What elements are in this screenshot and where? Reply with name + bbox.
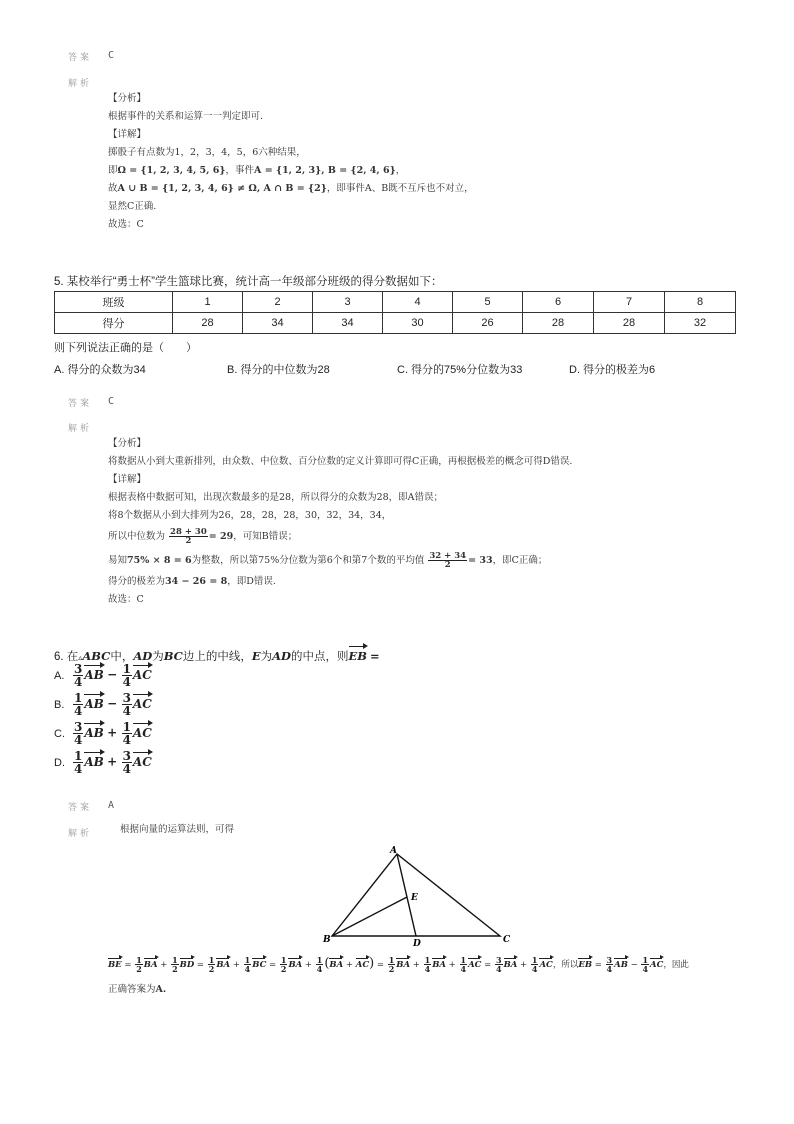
detail-line: 根据表格中数据可知，出现次数最多的是28，所以得分的众数为28，即A错误； <box>108 492 444 503</box>
table-cell: 32 <box>665 313 736 334</box>
denominator: 2 <box>185 536 192 546</box>
math-set-a: A = {1, 2, 3} <box>254 165 322 176</box>
numerator: 1 <box>74 691 83 705</box>
analysis-tag: 解析 <box>68 829 93 839</box>
numerator: 3 <box>74 662 83 676</box>
operator: + <box>107 754 118 769</box>
table-cell: 2 <box>243 292 313 313</box>
analysis-block-q4 <box>108 90 474 234</box>
conclusion-line: 故选：C <box>108 219 144 230</box>
vector-eb: EB <box>349 645 368 663</box>
answer-tag: 答案 <box>68 399 93 409</box>
coefficient <box>122 750 132 775</box>
option-a[interactable] <box>54 663 152 688</box>
option-d[interactable]: D. 得分的极差为6 <box>569 364 656 376</box>
option-b[interactable] <box>54 692 152 717</box>
table-row-score <box>55 313 736 334</box>
math-ad: AD <box>272 649 291 663</box>
math-range: 34 − 26 = 8 <box>165 576 228 587</box>
text: ，事件 <box>225 165 255 176</box>
table-row-class <box>55 292 736 313</box>
table-cell: 3 <box>313 292 383 313</box>
point-label-d: D <box>413 939 421 949</box>
point-label-e: E <box>411 893 418 903</box>
coefficient <box>73 692 83 717</box>
denominator: 4 <box>74 733 83 747</box>
numerator: 1 <box>122 662 131 676</box>
text: ，即D错误. <box>227 576 276 587</box>
denominator: 4 <box>122 762 131 776</box>
option-label: A. <box>54 669 65 682</box>
math-abc: ABC <box>82 649 111 663</box>
text: ，可知B错误； <box>233 531 298 542</box>
table-cell: 1 <box>173 292 243 313</box>
equals-sign: = <box>370 649 380 663</box>
detail-line <box>108 180 474 198</box>
text: 为 <box>260 651 273 663</box>
table-cell: 34 <box>313 313 383 334</box>
text: ，即事件A、B既不互斥也不对立， <box>326 183 474 194</box>
math-set-b: , B = {2, 4, 6} <box>321 165 396 176</box>
vertex-label-c: C <box>503 935 511 945</box>
option-label: B. <box>54 698 65 711</box>
option-label: C. <box>54 727 65 740</box>
text: 6. 在 <box>54 651 79 663</box>
answer-value: A <box>108 800 115 811</box>
median-fraction <box>169 528 208 546</box>
numerator: 1 <box>122 720 131 734</box>
answer-tag: 答案 <box>68 803 93 813</box>
score-table <box>54 291 736 334</box>
denominator: 4 <box>74 762 83 776</box>
numerator: 3 <box>122 691 131 705</box>
detail-line <box>108 162 474 180</box>
option-c[interactable]: C. 得分的75%分位数为33 <box>397 364 523 376</box>
fenxi-heading: 【分析】 <box>108 438 147 449</box>
denominator: 4 <box>74 675 83 689</box>
math-bc: BC <box>163 649 183 663</box>
table-cell: 28 <box>594 313 665 334</box>
answer-value: C <box>108 396 115 407</box>
math-ad: AD <box>133 649 153 663</box>
text: ， <box>395 165 406 176</box>
table-cell: 34 <box>243 313 313 334</box>
detail-line <box>108 525 572 549</box>
option-a[interactable]: A. 得分的众数为34 <box>54 364 146 376</box>
fenxi-text: 将数据从小到大重新排列，由众数、中位数、百分位数的定义计算即可得C正确，再根据极差的概念可得D错误. <box>108 456 573 467</box>
final-answer-line <box>108 981 166 999</box>
text: 正确答案为 <box>108 984 156 995</box>
coefficient <box>122 663 132 688</box>
operator: − <box>107 667 118 682</box>
text: 易知 <box>108 555 128 566</box>
denominator: 4 <box>122 675 131 689</box>
text: ，所以 <box>552 960 579 970</box>
option-label: D. <box>54 756 65 769</box>
option-c[interactable] <box>54 721 152 746</box>
vector-ac: AC <box>133 664 152 682</box>
table-cell: 4 <box>383 292 453 313</box>
numerator: 28 + 30 <box>170 526 207 537</box>
coefficient <box>122 721 132 746</box>
denominator: 4 <box>122 704 131 718</box>
coefficient <box>73 663 83 688</box>
coefficient <box>73 721 83 746</box>
table-cell: 26 <box>453 313 523 334</box>
option-b[interactable]: B. 得分的中位数为28 <box>227 364 330 376</box>
answer-value: C <box>108 50 115 61</box>
vector-ac: AC <box>133 751 152 769</box>
vector-ac: AC <box>133 722 152 740</box>
analysis-tag: 解析 <box>68 79 93 89</box>
xiangjie-heading: 【详解】 <box>108 474 147 485</box>
vector-ac: AC <box>133 693 152 711</box>
table-cell: 5 <box>453 292 523 313</box>
triangle-symbol: ▵ <box>78 653 83 662</box>
detail-line <box>108 573 572 591</box>
detail-line: 掷骰子有点数为1，2，3，4，5，6六种结果， <box>108 147 306 158</box>
operator: − <box>107 696 118 711</box>
numerator: 1 <box>74 749 83 763</box>
question-5-prompt: 则下列说法正确的是（ ） <box>54 342 197 354</box>
table-cell: 6 <box>523 292 594 313</box>
row-header: 班级 <box>55 292 173 313</box>
vertex-label-a: A <box>390 846 397 856</box>
analysis-block-q5 <box>108 435 572 609</box>
vector-ab: AB <box>84 664 103 682</box>
text: 得分的极差为 <box>108 576 166 587</box>
triangle-figure <box>320 842 520 950</box>
vector-ab: AB <box>84 751 103 769</box>
denominator: 4 <box>74 704 83 718</box>
segment-be <box>332 897 407 936</box>
table-cell: 7 <box>594 292 665 313</box>
math-product: 75% × 8 = 6 <box>127 555 192 566</box>
analysis-tag: 解析 <box>68 424 93 434</box>
text: 边上的中线， <box>182 651 252 663</box>
vertex-label-b: B <box>323 935 331 945</box>
text: 即 <box>108 165 118 176</box>
math-omega: Ω = {1, 2, 3, 4, 5, 6} <box>117 165 226 176</box>
detail-line: 显然C正确. <box>108 201 157 212</box>
conclusion-line: 故选：C <box>108 594 144 605</box>
table-cell: 28 <box>523 313 594 334</box>
question-5-stem: 5. 某校举行“勇士杯”学生篮球比赛，统计高一年级部分班级的得分数据如下： <box>54 276 443 288</box>
coefficient <box>122 692 132 717</box>
table-cell: 8 <box>665 292 736 313</box>
percentile-fraction <box>428 552 467 570</box>
table-cell: 28 <box>173 313 243 334</box>
numerator: 3 <box>74 720 83 734</box>
text: ，因此 <box>663 960 689 970</box>
vector-ab: AB <box>84 693 103 711</box>
text: 故 <box>108 183 118 194</box>
analysis-text: 根据向量的运算法则，可得 <box>120 824 235 835</box>
fenxi-text: 根据事件的关系和运算一一判定即可. <box>108 111 264 122</box>
denominator: 4 <box>122 733 131 747</box>
table-cell: 30 <box>383 313 453 334</box>
detail-line: 将8个数据从小到大排列为26，28，28，28，30，32，34，34， <box>108 510 392 521</box>
row-header: 得分 <box>55 313 173 334</box>
math-e: E <box>251 649 261 663</box>
detail-line <box>108 549 572 573</box>
xiangjie-heading: 【详解】 <box>108 129 147 140</box>
fenxi-heading: 【分析】 <box>108 93 147 104</box>
text: 所以中位数为 <box>108 531 166 542</box>
math-union: A ∪ B = {1, 2, 3, 4, 6} ≠ Ω, A ∩ B = {2} <box>117 183 327 194</box>
option-d[interactable] <box>54 750 152 775</box>
numerator: 3 <box>122 749 131 763</box>
operator: + <box>107 725 118 740</box>
answer-tag: 答案 <box>68 53 93 63</box>
final-answer: A. <box>155 984 167 995</box>
vector-ab: AB <box>84 722 103 740</box>
text: 为 <box>152 651 164 663</box>
math-eq: = 29 <box>208 531 234 542</box>
text: ，即C正确； <box>492 555 548 566</box>
coefficient <box>73 750 83 775</box>
derivation-line: BE = $\frac{1}{2}$ BA + $\frac{1}{2}$ BD = $\frac{1}{2}$ BA + $\frac{1}{4}$ BC = $\frac{1}{2}$ BA + $\frac{1}{4}$ (BA + AC) = $\frac{1}{2}$ BA + $\frac{1}{4}$ BA + $\frac{1}{4}$ AC = $\frac{3}{4}$ BA + $\frac{1}{4}$ AC，所以EB = $\frac{3}{4}$ AB − $\frac{1}{4}$ AC，因此 <box>108 955 689 974</box>
denominator: 2 <box>444 560 451 570</box>
text: 中， <box>110 651 134 663</box>
numerator: 32 + 34 <box>429 550 467 561</box>
text: 为整数，所以第75%分位数为第6个和第7个数的平均值 <box>191 555 425 566</box>
math-eq: = 33 <box>468 555 493 566</box>
text: 的中点，则 <box>291 651 349 663</box>
